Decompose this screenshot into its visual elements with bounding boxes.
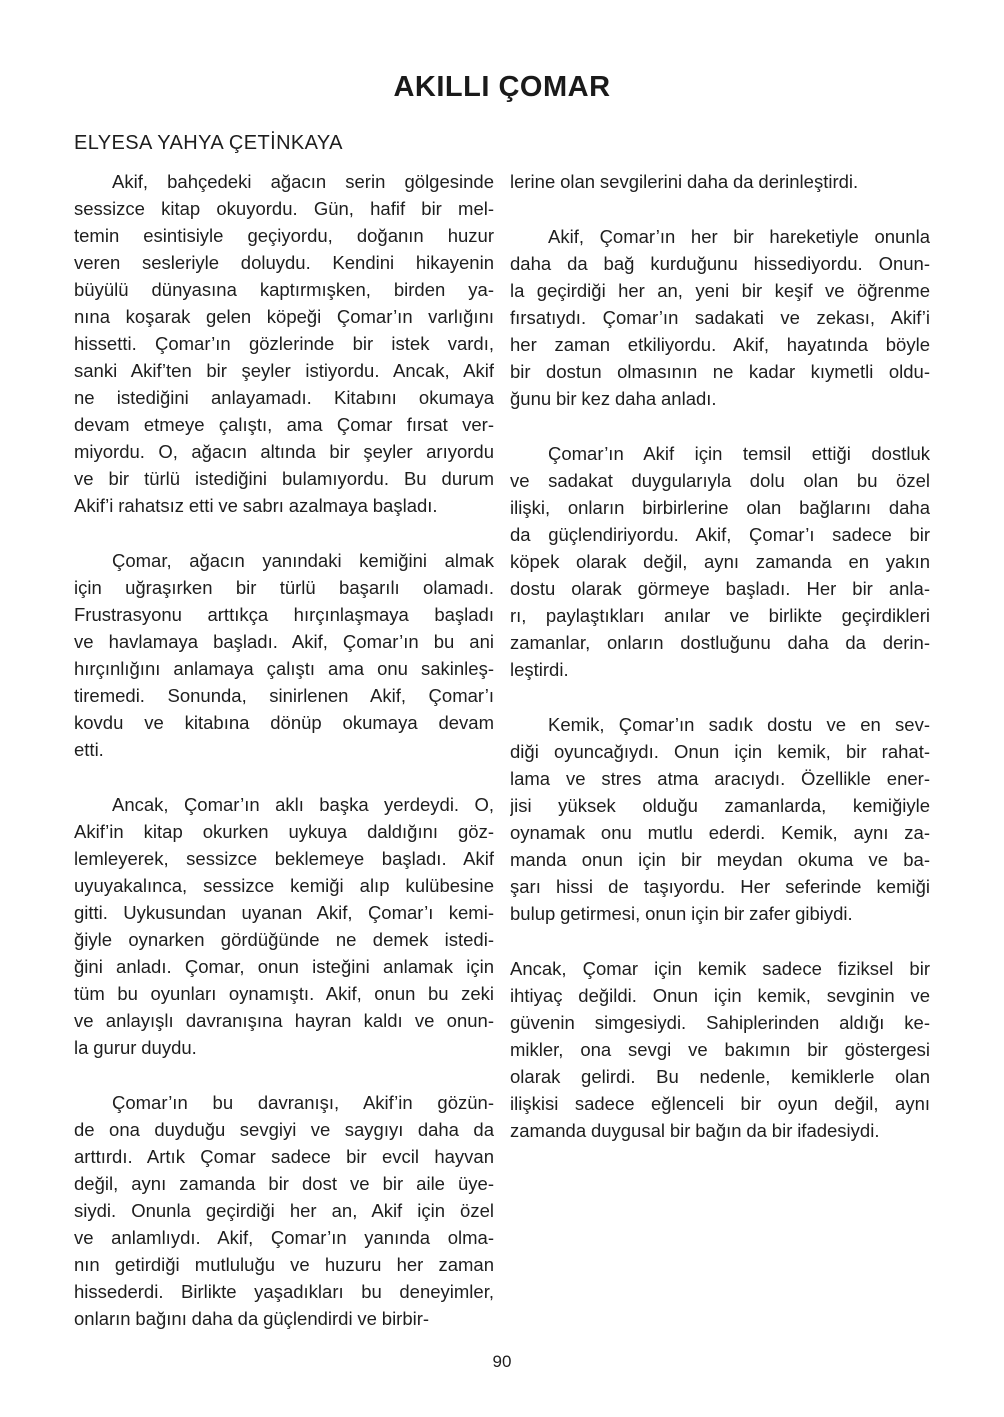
text-line: bulup getirmesi, onun için bir zafer gibiydi. — [510, 903, 853, 924]
text-line: dostu olarak görmeye başladı. Her bir anla- — [510, 578, 930, 599]
text-line: büyülü dünyasına kaptırmışken, birden ya- — [74, 279, 494, 300]
text-line: nına koşarak gelen köpeği Çomar’ın varlığını — [74, 306, 494, 327]
text-line: jisi yüksek olduğu zamanlarda, kemiğiyle — [510, 795, 930, 816]
text-line: ilişki, onların birbirlerine olan bağlarını daha — [510, 497, 930, 518]
text-line: lemleyerek, sessizce beklemeye başladı. Akif — [74, 848, 494, 869]
text-line: miyordu. O, ağacın altında bir şeyler arıyordu — [74, 441, 494, 462]
text-line: veren sesleriyle doluydu. Kendini hikayenin — [74, 252, 494, 273]
paragraph — [74, 547, 494, 763]
text-line: güvenin simgesiydi. Sahiplerinden aldığı ke- — [510, 1012, 930, 1033]
text-line: Ancak, Çomar’ın aklı başka yerdeydi. O, — [112, 794, 494, 815]
text-line: ğunu bir kez daha anladı. — [510, 388, 717, 409]
paragraph — [510, 711, 930, 927]
text-line: Akif’in kitap okurken uykuya daldığını göz- — [74, 821, 494, 842]
text-line: uyuyakalınca, sessizce kemiği alıp kulübesine — [74, 875, 494, 896]
text-line: hissetti. Çomar’ın gözlerinde bir istek vardı, — [74, 333, 494, 354]
text-line: rı, paylaştıkları anılar ve birlikte geçirdikleri — [510, 605, 930, 626]
text-line: Kemik, Çomar’ın sadık dostu ve en sev- — [548, 714, 930, 735]
text-line: la geçirdiği her an, yeni bir keşif ve öğrenme — [510, 280, 930, 301]
text-line: zamanlar, onların dostluğunu daha da derin- — [510, 632, 930, 653]
text-line: hissederdi. Birlikte yaşadıkları bu deneyimler, — [74, 1281, 494, 1302]
text-line: gitti. Uykusundan uyanan Akif, Çomar’ı kemi- — [74, 902, 494, 923]
text-line: Ancak, Çomar için kemik sadece fiziksel bir — [510, 958, 930, 979]
text-line: değil, aynı zamanda bir dost ve bir aile üye- — [74, 1173, 494, 1194]
text-line: Çomar, ağacın yanındaki kemiğini almak — [112, 550, 494, 571]
text-line: onların bağını daha da güçlendirdi ve birbir- — [74, 1308, 430, 1329]
paragraph — [510, 955, 930, 1144]
text-line: Frustrasyonu arttıkça hırçınlaşmaya başladı — [74, 604, 494, 625]
text-line: ğini anladı. Çomar, onun isteğini anlamak için — [74, 956, 494, 977]
text-line: sanki Akif’ten bir şeyler istiyordu. Ancak, Akif — [74, 360, 494, 381]
text-line: zamanda duygusal bir bağın da bir ifadesiydi. — [510, 1120, 880, 1141]
text-line: olarak gelirdi. Bu nedenle, kemiklerle olan — [510, 1066, 930, 1087]
paragraph — [510, 223, 930, 412]
text-line: Akif, Çomar’ın her bir hareketiyle onunla — [548, 226, 930, 247]
text-line: Çomar’ın Akif için temsil ettiği dostluk — [548, 443, 930, 464]
page-title: AKILLI ÇOMAR — [393, 71, 611, 103]
paragraph — [510, 168, 930, 195]
text-line: sessizce kitap okuyordu. Gün, hafif bir mel- — [74, 198, 494, 219]
text-line: la gurur duydu. — [74, 1037, 197, 1058]
paragraph — [74, 1089, 494, 1332]
text-line: siydi. Onunla geçirdiği her an, Akif için özel — [74, 1200, 494, 1221]
text-line: mikler, ona sevgi ve bakımın bir göstergesi — [510, 1039, 930, 1060]
text-line: için uğraşırken bir türlü başarılı olamadı. — [74, 577, 494, 598]
text-line: temin esintisiyle geçiyordu, doğanın huzur — [74, 225, 494, 246]
text-line: ğiyle oynarken gördüğünde ne demek istedi- — [74, 929, 494, 950]
text-line: şarı hissi de taşıyordu. Her seferinde kemiği — [510, 876, 930, 897]
text-line: köpek olarak değil, aynı zamanda en yakın — [510, 551, 930, 572]
text-line: kovdu ve kitabına dönüp okumaya devam — [74, 712, 494, 733]
text-line: ilişkisi sadece eğlenceli bir oyun değil, aynı — [510, 1093, 930, 1114]
text-line: oynamak onu mutlu ederdi. Kemik, aynı za- — [510, 822, 930, 843]
text-line: daha da bağ kurduğunu hissediyordu. Onun- — [510, 253, 930, 274]
paragraph — [74, 168, 494, 519]
text-line: lama ve stres atma aracıydı. Özellikle ener- — [510, 768, 930, 789]
text-line: diği oyuncağıydı. Onun için kemik, bir rahat- — [510, 741, 930, 762]
text-line: nın getirdiği mutluluğu ve huzuru her zaman — [74, 1254, 494, 1275]
text-line: lerine olan sevgilerini daha da derinleştirdi. — [510, 171, 859, 192]
text-line: ve bir türlü istediğini bulamıyordu. Bu durum — [74, 468, 494, 489]
page-number: 90 — [492, 1352, 512, 1371]
text-line: tüm bu oyunları oynamıştı. Akif, onun bu zeki — [74, 983, 494, 1004]
text-line: fırsatıydı. Çomar’ın sadakati ve zekası, Akif’i — [510, 307, 930, 328]
text-line: ve sadakat duygularıyla dolu olan bu özel — [510, 470, 930, 491]
text-line: her zaman etkiliyordu. Akif, hayatında böyle — [510, 334, 930, 355]
text-line: manda onun için bir meydan okuma ve ba- — [510, 849, 930, 870]
text-line: ve havlamaya başladı. Akif, Çomar’ın bu ani — [74, 631, 494, 652]
text-line: hırçınlığını anlamaya çalıştı ama onu sakinleş- — [74, 658, 494, 679]
paragraph — [510, 440, 930, 683]
text-line: tiremedi. Sonunda, sinirlenen Akif, Çomar’ı — [74, 685, 494, 706]
text-line: Akif’i rahatsız etti ve sabrı azalmaya başladı. — [74, 495, 438, 516]
text-line: Çomar’ın bu davranışı, Akif’in gözün- — [112, 1092, 494, 1113]
text-line: arttırdı. Artık Çomar sadece bir evcil hayvan — [74, 1146, 494, 1167]
text-line: Akif, bahçedeki ağacın serin gölgesinde — [112, 171, 494, 192]
text-columns — [74, 168, 930, 1360]
text-line: ne istediğini anlayamadı. Kitabını okumaya — [74, 387, 494, 408]
text-line: ve anlayışlı davranışına hayran kaldı ve onun- — [74, 1010, 494, 1031]
text-line: ihtiyaç değildi. Onun için kemik, sevginin ve — [510, 985, 930, 1006]
text-line: devam etmeye çalıştı, ama Çomar fırsat ver- — [74, 414, 494, 435]
column-right — [510, 168, 930, 1360]
text-line: de ona duyduğu sevgiyi ve saygıyı daha da — [74, 1119, 494, 1140]
paragraph — [74, 791, 494, 1061]
column-left — [74, 168, 494, 1360]
text-line: bir dostun olmasının ne kadar kıymetli oldu- — [510, 361, 930, 382]
author-name: ELYESA YAHYA ÇETİNKAYA — [74, 132, 343, 154]
text-line: da güçlendiriyordu. Akif, Çomar’ı sadece bir — [510, 524, 930, 545]
text-line: etti. — [74, 739, 104, 760]
text-line: ve anlamlıydı. Akif, Çomar’ın yanında olma- — [74, 1227, 494, 1248]
text-line: leştirdi. — [510, 659, 569, 680]
